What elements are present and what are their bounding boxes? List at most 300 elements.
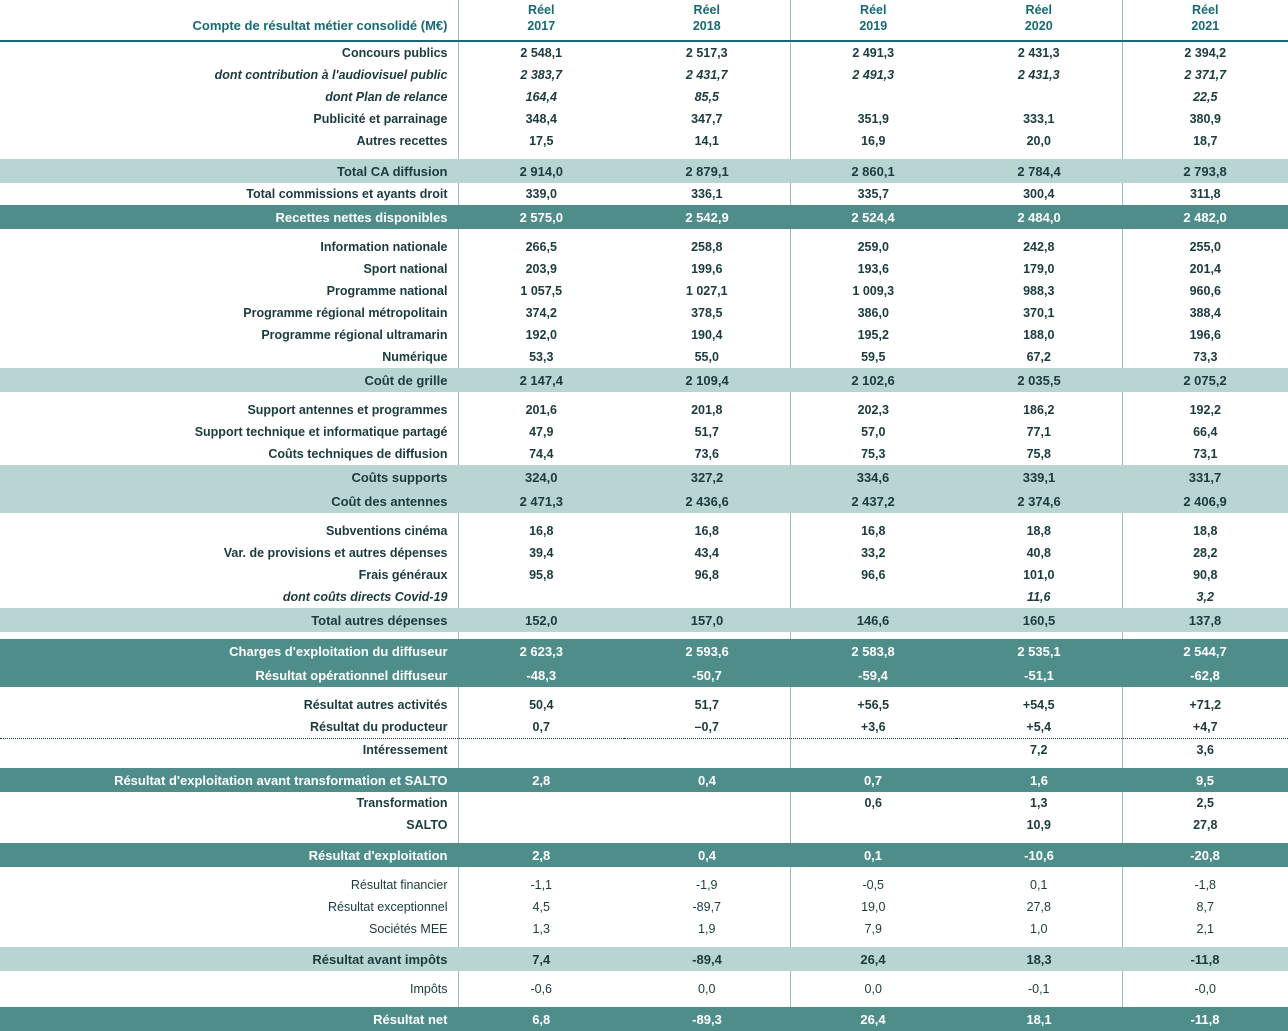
spacer-cell xyxy=(1122,513,1288,520)
spacer-cell xyxy=(1122,1000,1288,1007)
table-row xyxy=(0,108,1288,130)
row-label: Transformation xyxy=(0,792,458,814)
row-value: -0,5 xyxy=(790,874,956,896)
header-col-2019 xyxy=(790,0,956,41)
spacer-cell xyxy=(624,687,790,694)
row-spacer xyxy=(0,632,1288,639)
row-label: Résultat net xyxy=(0,1007,458,1031)
row-value: -1,8 xyxy=(1122,874,1288,896)
row-value: 0,0 xyxy=(698,982,716,997)
row-spacer xyxy=(0,513,1288,520)
row-value: 1 009,3 xyxy=(790,280,956,302)
row-value: +56,5 xyxy=(790,694,956,716)
spacer-cell xyxy=(1122,836,1288,843)
row-value: 2 593,6 xyxy=(624,639,790,663)
spacer-cell xyxy=(790,632,956,639)
row-label: Publicité et parrainage xyxy=(0,108,458,130)
row-value xyxy=(624,792,790,814)
row-value: 2 914,0 xyxy=(458,159,624,183)
header-year-2020: 2020 xyxy=(1024,18,1053,33)
spacer-cell xyxy=(0,392,458,399)
row-value: 67,2 xyxy=(1026,350,1051,365)
row-value: 2 517,3 xyxy=(685,46,728,61)
row-value: 146,6 xyxy=(790,608,956,632)
row-value: 2 374,6 xyxy=(956,489,1122,513)
spacer-cell xyxy=(956,229,1122,236)
row-value: 201,8 xyxy=(691,403,723,418)
spacer-cell xyxy=(458,632,624,639)
header-kind-2021: Réel xyxy=(1192,3,1219,17)
row-value: 16,8 xyxy=(694,524,719,539)
row-value: 380,9 xyxy=(1122,108,1288,130)
row-value: -0,1 xyxy=(1027,982,1050,997)
spacer-cell xyxy=(624,229,790,236)
spacer-cell xyxy=(1122,152,1288,159)
spacer-cell xyxy=(458,761,624,768)
spacer-cell xyxy=(624,867,790,874)
row-value: 2 484,0 xyxy=(956,205,1122,229)
row-spacer xyxy=(0,971,1288,978)
row-value: 2 784,4 xyxy=(956,159,1122,183)
row-value: +71,2 xyxy=(1122,694,1288,716)
spacer-cell xyxy=(624,836,790,843)
row-value: -51,1 xyxy=(956,663,1122,687)
table-row xyxy=(0,608,1288,632)
spacer-cell xyxy=(624,513,790,520)
table-row xyxy=(0,896,1288,918)
header-kind-2017: Réel xyxy=(528,3,555,17)
row-value: 2 491,3 xyxy=(790,41,956,64)
spacer-cell xyxy=(1122,761,1288,768)
row-label: Résultat autres activités xyxy=(0,694,458,716)
row-value: 2 482,0 xyxy=(1122,205,1288,229)
spacer-cell xyxy=(0,1000,458,1007)
table-row xyxy=(0,814,1288,836)
spacer-cell xyxy=(624,1000,790,1007)
row-value: 74,4 xyxy=(529,447,554,462)
spacer-cell xyxy=(956,152,1122,159)
row-value: 370,1 xyxy=(1023,306,1055,321)
row-value: 2 102,6 xyxy=(790,368,956,392)
row-value: 27,8 xyxy=(1122,814,1288,836)
table-row xyxy=(0,399,1288,421)
row-value: 96,8 xyxy=(694,568,719,583)
row-label: Programme national xyxy=(0,280,458,302)
row-value xyxy=(790,586,956,608)
header-year-2019: 2019 xyxy=(859,18,888,33)
row-value: -50,7 xyxy=(624,663,790,687)
header-col-2020 xyxy=(956,0,1122,41)
row-value: 203,9 xyxy=(525,262,557,277)
row-spacer xyxy=(0,392,1288,399)
header-col-2018 xyxy=(624,0,790,41)
table-row xyxy=(0,302,1288,324)
table-row xyxy=(0,130,1288,152)
table-row xyxy=(0,41,1288,64)
row-value: 331,7 xyxy=(1122,465,1288,489)
row-value: -11,8 xyxy=(1122,1007,1288,1031)
table-row xyxy=(0,792,1288,814)
table-body xyxy=(0,41,1288,1031)
row-value: 73,1 xyxy=(1122,443,1288,465)
row-value: 18,3 xyxy=(956,947,1122,971)
row-label: Résultat financier xyxy=(0,874,458,896)
table-row xyxy=(0,978,1288,1000)
row-value: 2 431,3 xyxy=(1017,46,1060,61)
row-value: 18,7 xyxy=(1122,130,1288,152)
row-value: 378,5 xyxy=(691,306,723,321)
row-value xyxy=(458,739,624,762)
row-value: 2 431,7 xyxy=(685,68,728,83)
row-value xyxy=(790,814,956,836)
row-value: 53,3 xyxy=(529,350,554,365)
spacer-cell xyxy=(956,867,1122,874)
spacer-cell xyxy=(458,940,624,947)
header-col-2021 xyxy=(1122,0,1288,41)
row-value: 16,9 xyxy=(790,130,956,152)
table-row xyxy=(0,489,1288,513)
spacer-cell xyxy=(0,940,458,947)
spacer-cell xyxy=(458,152,624,159)
spacer-cell xyxy=(790,971,956,978)
table-row xyxy=(0,663,1288,687)
spacer-cell xyxy=(458,836,624,843)
row-value: 311,8 xyxy=(1122,183,1288,205)
header-year-2018: 2018 xyxy=(692,18,721,33)
row-value: 335,7 xyxy=(790,183,956,205)
row-value: 51,7 xyxy=(694,425,719,440)
row-value: 2 075,2 xyxy=(1122,368,1288,392)
spacer-cell xyxy=(458,1000,624,1007)
spacer-cell xyxy=(790,392,956,399)
spacer-cell xyxy=(0,867,458,874)
spacer-cell xyxy=(956,1000,1122,1007)
row-value: 28,2 xyxy=(1122,542,1288,564)
row-label: Résultat opérationnel diffuseur xyxy=(0,663,458,687)
row-value: 96,6 xyxy=(790,564,956,586)
row-value: -89,4 xyxy=(624,947,790,971)
row-value: 1 027,1 xyxy=(685,284,728,299)
row-value: 193,6 xyxy=(790,258,956,280)
row-value: 2 542,9 xyxy=(624,205,790,229)
row-label: Coût des antennes xyxy=(0,489,458,513)
row-value xyxy=(624,814,790,836)
header-year-2021: 2021 xyxy=(1191,18,1220,33)
table-row xyxy=(0,86,1288,108)
table-row xyxy=(0,1007,1288,1031)
spacer-cell xyxy=(0,761,458,768)
row-value: 27,8 xyxy=(1026,900,1051,915)
row-value: 0,6 xyxy=(790,792,956,814)
spacer-cell xyxy=(1122,392,1288,399)
row-value: 201,4 xyxy=(1122,258,1288,280)
row-value: 18,8 xyxy=(1122,520,1288,542)
row-label: Programme régional ultramarin xyxy=(0,324,458,346)
row-value: 20,0 xyxy=(1026,134,1051,149)
table-row xyxy=(0,739,1288,762)
row-label: Charges d'exploitation du diffuseur xyxy=(0,639,458,663)
row-label: Var. de provisions et autres dépenses xyxy=(0,542,458,564)
spacer-cell xyxy=(790,1000,956,1007)
spacer-cell xyxy=(458,229,624,236)
row-value: 6,8 xyxy=(458,1007,624,1031)
row-value: 199,6 xyxy=(691,262,723,277)
table-row xyxy=(0,421,1288,443)
table-row xyxy=(0,183,1288,205)
spacer-cell xyxy=(458,867,624,874)
row-label: Sport national xyxy=(0,258,458,280)
row-value: 8,7 xyxy=(1122,896,1288,918)
table-row xyxy=(0,258,1288,280)
table-row xyxy=(0,280,1288,302)
row-spacer xyxy=(0,1000,1288,1007)
row-value: 7,2 xyxy=(1030,743,1048,758)
spacer-cell xyxy=(458,971,624,978)
row-value: 2 548,1 xyxy=(520,46,563,61)
table-row xyxy=(0,324,1288,346)
row-value: 195,2 xyxy=(790,324,956,346)
spacer-cell xyxy=(0,836,458,843)
row-value: 2 524,4 xyxy=(790,205,956,229)
row-value: 2 793,8 xyxy=(1122,159,1288,183)
spacer-cell xyxy=(1122,229,1288,236)
table-row xyxy=(0,564,1288,586)
table-row xyxy=(0,346,1288,368)
row-value: 258,8 xyxy=(691,240,723,255)
row-value: 1 057,5 xyxy=(520,284,563,299)
row-value: 33,2 xyxy=(790,542,956,564)
row-value: 9,5 xyxy=(1122,768,1288,792)
row-value: 2,8 xyxy=(458,843,624,867)
row-value: -1,1 xyxy=(530,878,553,893)
row-value: -0,6 xyxy=(530,982,553,997)
row-value: +54,5 xyxy=(1022,698,1055,713)
row-label: dont coûts directs Covid-19 xyxy=(0,586,458,608)
row-value: 39,4 xyxy=(529,546,554,561)
row-value: 266,5 xyxy=(525,240,557,255)
row-value: 152,0 xyxy=(458,608,624,632)
row-value: 0,1 xyxy=(790,843,956,867)
row-value: 2 860,1 xyxy=(790,159,956,183)
row-value: 2,8 xyxy=(458,768,624,792)
row-value: -89,3 xyxy=(624,1007,790,1031)
row-value: 101,0 xyxy=(1023,568,1055,583)
row-value xyxy=(790,86,956,108)
spacer-cell xyxy=(624,940,790,947)
row-label: Coûts techniques de diffusion xyxy=(0,443,458,465)
row-value: 18,1 xyxy=(956,1007,1122,1031)
spacer-cell xyxy=(790,229,956,236)
row-value: 2 436,6 xyxy=(624,489,790,513)
spacer-cell xyxy=(790,867,956,874)
row-value: 255,0 xyxy=(1122,236,1288,258)
row-value xyxy=(790,739,956,762)
table-row xyxy=(0,874,1288,896)
row-value: -62,8 xyxy=(1122,663,1288,687)
table-row xyxy=(0,465,1288,489)
row-label: dont contribution à l'audiovisuel public xyxy=(0,64,458,86)
row-value: 2 431,3 xyxy=(1017,68,1060,83)
row-value: 1,9 xyxy=(698,922,716,937)
row-spacer xyxy=(0,836,1288,843)
spacer-cell xyxy=(458,513,624,520)
row-value: 3,2 xyxy=(1122,586,1288,608)
row-value: 196,6 xyxy=(1122,324,1288,346)
row-value: 66,4 xyxy=(1122,421,1288,443)
row-value: 0,7 xyxy=(458,716,624,739)
row-value: 7,9 xyxy=(790,918,956,940)
spacer-cell xyxy=(1122,867,1288,874)
row-value: 10,9 xyxy=(1026,818,1051,833)
row-label: Intéressement xyxy=(0,739,458,762)
spacer-cell xyxy=(1122,940,1288,947)
table-row xyxy=(0,236,1288,258)
row-value: 2 544,7 xyxy=(1122,639,1288,663)
spacer-cell xyxy=(1122,632,1288,639)
row-value: 0,4 xyxy=(624,843,790,867)
spacer-cell xyxy=(624,152,790,159)
spacer-cell xyxy=(0,632,458,639)
row-value: 18,8 xyxy=(1026,524,1051,539)
row-value: 7,4 xyxy=(458,947,624,971)
row-value: 339,0 xyxy=(525,187,557,202)
row-value xyxy=(458,586,624,608)
spacer-cell xyxy=(790,687,956,694)
row-value: -48,3 xyxy=(458,663,624,687)
row-value: 47,9 xyxy=(529,425,554,440)
row-value: 324,0 xyxy=(458,465,624,489)
row-value: 334,6 xyxy=(790,465,956,489)
spacer-cell xyxy=(0,513,458,520)
row-value: 336,1 xyxy=(691,187,723,202)
row-value: 26,4 xyxy=(790,1007,956,1031)
row-value: 16,8 xyxy=(529,524,554,539)
row-value: 50,4 xyxy=(529,698,554,713)
spacer-cell xyxy=(956,687,1122,694)
row-value: 157,0 xyxy=(624,608,790,632)
row-value: 1,0 xyxy=(1030,922,1048,937)
row-value: -20,8 xyxy=(1122,843,1288,867)
row-value: 0,4 xyxy=(624,768,790,792)
row-value: 242,8 xyxy=(1023,240,1055,255)
row-spacer xyxy=(0,229,1288,236)
table-row xyxy=(0,639,1288,663)
row-value: 40,8 xyxy=(1026,546,1051,561)
row-value: 192,0 xyxy=(525,328,557,343)
row-value: 2 575,0 xyxy=(458,205,624,229)
row-value: 0,0 xyxy=(790,978,956,1000)
table-row xyxy=(0,918,1288,940)
spacer-cell xyxy=(956,971,1122,978)
header-kind-2018: Réel xyxy=(693,3,720,17)
row-value: 300,4 xyxy=(1023,187,1055,202)
row-value: 186,2 xyxy=(1023,403,1055,418)
row-value: 59,5 xyxy=(790,346,956,368)
row-label: Résultat d'exploitation avant transformation et SALTO xyxy=(0,768,458,792)
row-value: 2,1 xyxy=(1122,918,1288,940)
row-label: Total CA diffusion xyxy=(0,159,458,183)
table-row xyxy=(0,694,1288,716)
row-value: 347,7 xyxy=(691,112,723,127)
row-value: 351,9 xyxy=(790,108,956,130)
row-value: 2 491,3 xyxy=(790,64,956,86)
row-value: 2 035,5 xyxy=(956,368,1122,392)
row-value: 386,0 xyxy=(790,302,956,324)
row-spacer xyxy=(0,687,1288,694)
row-value: 57,0 xyxy=(790,421,956,443)
row-value: 2 371,7 xyxy=(1122,64,1288,86)
row-value xyxy=(458,792,624,814)
row-value: 90,8 xyxy=(1122,564,1288,586)
row-value: 1,6 xyxy=(956,768,1122,792)
row-value: 988,3 xyxy=(1023,284,1055,299)
row-value: 339,1 xyxy=(956,465,1122,489)
spacer-cell xyxy=(956,632,1122,639)
row-label: Autres recettes xyxy=(0,130,458,152)
row-label: Sociétés MEE xyxy=(0,918,458,940)
row-value: -11,8 xyxy=(1122,947,1288,971)
row-value: 192,2 xyxy=(1122,399,1288,421)
table-row xyxy=(0,64,1288,86)
table-row xyxy=(0,205,1288,229)
row-label: Résultat exceptionnel xyxy=(0,896,458,918)
row-value: 17,5 xyxy=(529,134,554,149)
row-value: +5,4 xyxy=(956,716,1122,739)
row-value: 4,5 xyxy=(532,900,550,915)
row-value: 2 406,9 xyxy=(1122,489,1288,513)
row-value: 137,8 xyxy=(1122,608,1288,632)
header-year-2017: 2017 xyxy=(527,18,556,33)
row-value: 51,7 xyxy=(694,698,719,713)
spacer-cell xyxy=(458,392,624,399)
row-label: Concours publics xyxy=(0,41,458,64)
row-value: 19,0 xyxy=(790,896,956,918)
row-value: +3,6 xyxy=(790,716,956,739)
spacer-cell xyxy=(624,392,790,399)
row-value: 1,3 xyxy=(1030,796,1048,811)
row-value: 1,3 xyxy=(532,922,550,937)
row-value: 164,4 xyxy=(525,90,557,105)
spacer-cell xyxy=(790,513,956,520)
spacer-cell xyxy=(956,392,1122,399)
row-value: 2,5 xyxy=(1122,792,1288,814)
row-value: 202,3 xyxy=(790,399,956,421)
header-row xyxy=(0,0,1288,41)
table-row xyxy=(0,768,1288,792)
row-value: 388,4 xyxy=(1122,302,1288,324)
spacer-cell xyxy=(1122,687,1288,694)
row-value: 2 394,2 xyxy=(1122,41,1288,64)
spacer-cell xyxy=(790,940,956,947)
row-value: 160,5 xyxy=(956,608,1122,632)
row-value: 2 623,3 xyxy=(458,639,624,663)
spacer-cell xyxy=(0,152,458,159)
row-label: Résultat d'exploitation xyxy=(0,843,458,867)
spacer-cell xyxy=(624,971,790,978)
row-value: 55,0 xyxy=(694,350,719,365)
row-value: 77,1 xyxy=(1026,425,1051,440)
row-value: 16,8 xyxy=(790,520,956,542)
row-value: 960,6 xyxy=(1122,280,1288,302)
row-value: 179,0 xyxy=(1023,262,1055,277)
row-value: –0,7 xyxy=(624,716,790,739)
row-value: 188,0 xyxy=(1023,328,1055,343)
spacer-cell xyxy=(458,687,624,694)
row-value: 22,5 xyxy=(1122,86,1288,108)
row-value: 85,5 xyxy=(694,90,719,105)
row-value: 2 879,1 xyxy=(624,159,790,183)
row-value xyxy=(624,586,790,608)
